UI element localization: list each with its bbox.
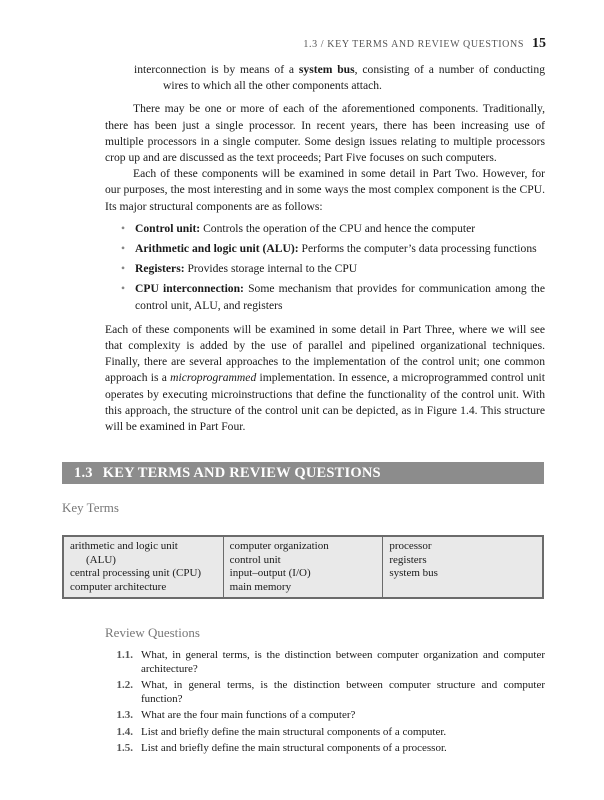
list-item xyxy=(121,241,545,257)
key-term: input–output (I/O) xyxy=(229,567,311,579)
question-text: What, in general terms, is the distinction between computer structure and computer function? xyxy=(141,679,545,705)
list-item-text: Some mechanism that provides for communication among the control unit, ALU, and registers xyxy=(135,282,546,312)
list-item-text: Provides storage internal to the CPU xyxy=(184,262,358,276)
list-item xyxy=(121,261,545,277)
question-text: List and briefly define the main structural components of a computer. xyxy=(141,725,447,738)
component-list xyxy=(105,221,545,314)
list-item xyxy=(105,742,545,756)
body-text xyxy=(105,62,545,435)
question-number: 1.2. xyxy=(116,679,133,691)
key-term: processor xyxy=(389,540,432,552)
question-number: 1.4. xyxy=(116,725,133,738)
key-terms-box xyxy=(62,535,544,599)
bullet-icon: • xyxy=(121,282,126,296)
paragraph-3: Each of these components will be examined in some detail in Part Two. However, for our purposes, the most interesting and in some ways the most complex component is the CPU. Its major structural components are as follows: xyxy=(105,167,545,213)
paragraph-4-text-b: implementation. In essence, a microprogrammed control unit operates by executing microinstructions that define the functionality of the control unit. With this approach, the structure of the control unit can be depicted, as in Figure 1.4. This structure will be examined in Part Four. xyxy=(105,371,546,434)
key-terms-column-2 xyxy=(224,537,384,597)
key-terms-column-3 xyxy=(383,537,542,597)
page-number: 15 xyxy=(532,36,546,51)
list-item xyxy=(105,649,545,676)
bullet-icon: • xyxy=(121,221,126,235)
bullet-icon: • xyxy=(121,262,126,276)
bullet-icon: • xyxy=(121,242,126,256)
paragraph-2: There may be one or more of each of the aforementioned components. Traditionally, there has been just a single processor. In recent years, there has been increasing use of multiple processors in a single computer. Some design issues relating to multiple processors crop up and are discussed as the text proceeds; Part Five focuses on such computers. xyxy=(105,102,545,165)
list-item-term: Control unit: xyxy=(135,221,201,235)
key-terms-heading: Key Terms xyxy=(62,500,119,515)
list-item xyxy=(105,726,545,740)
review-questions-heading: Review Questions xyxy=(105,625,200,640)
question-number: 1.1. xyxy=(116,649,133,661)
list-item-term: Arithmetic and logic unit (ALU): xyxy=(135,242,299,256)
question-text: What are the four main functions of a computer? xyxy=(141,709,356,721)
question-number: 1.3. xyxy=(116,709,133,721)
list-item-term: CPU interconnection: xyxy=(135,282,244,296)
list-item xyxy=(105,709,545,723)
key-term: main memory xyxy=(229,580,292,593)
key-term: computer architecture xyxy=(70,580,167,593)
section-number: 1.3 xyxy=(74,465,93,481)
key-term: system bus xyxy=(389,567,438,579)
system-bus-term: system bus xyxy=(298,63,355,76)
question-text: List and briefly define the main structural components of a processor. xyxy=(141,742,447,754)
question-number: 1.5. xyxy=(116,742,133,754)
microprogrammed-term: microprogrammed xyxy=(170,371,257,385)
list-item-term: Registers: xyxy=(135,262,185,276)
section-title: KEY TERMS AND REVIEW QUESTIONS xyxy=(102,465,381,481)
section-heading xyxy=(62,462,544,484)
key-term: central processing unit (CPU) xyxy=(70,567,202,579)
list-item xyxy=(121,221,545,237)
key-term: registers xyxy=(389,553,427,566)
list-item-text: Performs the computer’s data processing functions xyxy=(298,242,537,256)
list-item-text: Controls the operation of the CPU and hence the computer xyxy=(200,221,476,235)
key-term: (ALU) xyxy=(86,553,116,566)
paragraph-1 xyxy=(134,62,545,94)
key-term: computer organization xyxy=(229,540,329,552)
question-text: What, in general terms, is the distinction between computer organization and computer architecture? xyxy=(141,649,545,675)
running-head xyxy=(303,36,546,52)
paragraph-1-text-b: , consisting of a number of conducting wires to which all the other components attach. xyxy=(163,63,545,93)
paragraph-1-text-a: interconnection is by means of a xyxy=(134,63,299,76)
key-term: arithmetic and logic unit xyxy=(70,540,178,552)
key-terms-column-1 xyxy=(64,537,224,597)
list-item xyxy=(105,679,545,706)
running-head-text: 1.3 / KEY TERMS AND REVIEW QUESTIONS xyxy=(303,39,524,50)
review-questions-list xyxy=(105,649,545,759)
paragraph-4-text-a: Each of these components will be examined in some detail in Part Three, where we will see that complexity is added by the use of parallel and pipelined organizational techniques. Finally, there are several approaches to the implementation of the control unit; one common approach is a xyxy=(105,322,545,385)
list-item xyxy=(121,281,545,313)
key-term: control unit xyxy=(229,553,281,566)
paragraph-4 xyxy=(105,322,545,435)
